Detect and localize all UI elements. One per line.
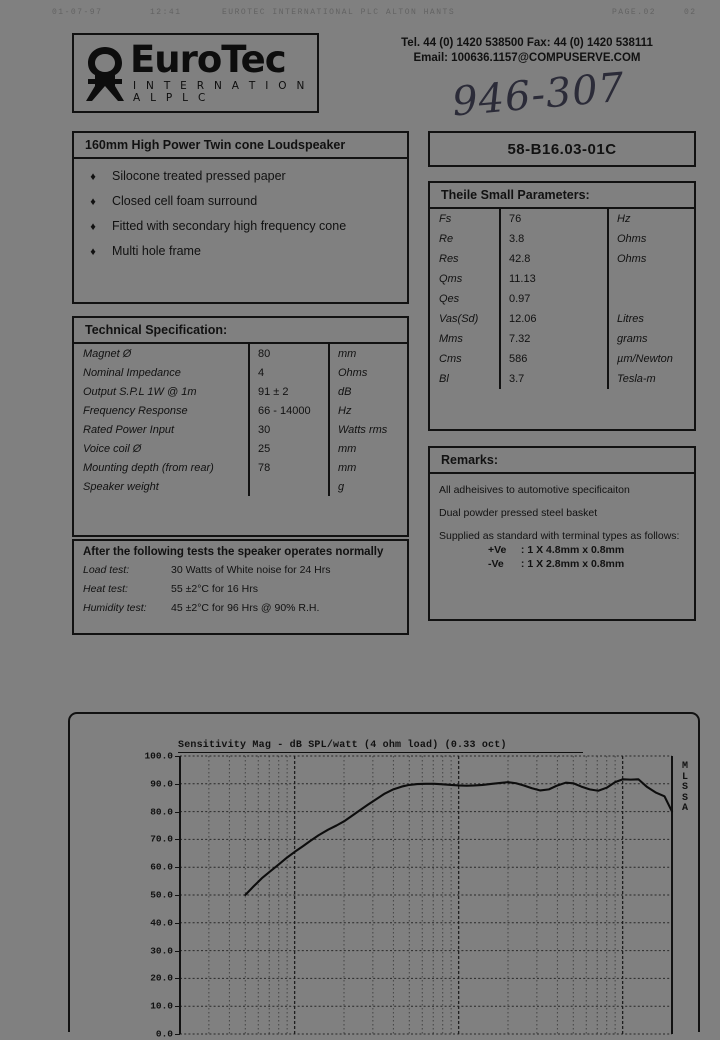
chart-y-tick-mark <box>175 784 180 785</box>
terminal-dimensions: 1 X 2.8mm x 0.8mm <box>527 558 625 570</box>
remark-paragraph: All adheisives to automotive specificaiton <box>439 484 630 496</box>
thiele-symbol-cell: Vas(Sd) <box>439 313 479 325</box>
spec-unit-cell: Hz <box>329 401 407 420</box>
frequency-response-chart-panel <box>68 712 700 1040</box>
chart-y-tick-mark <box>175 867 180 868</box>
chart-y-tick-label: 10.0 <box>150 1000 173 1012</box>
thiele-unit-cell: Ohms <box>608 229 694 249</box>
chart-y-tick-mark <box>175 1006 180 1007</box>
thiele-symbol-cell: Res <box>439 253 459 265</box>
fax-header-page-label: PAGE.02 <box>612 8 657 17</box>
chart-y-tick-mark <box>175 756 180 757</box>
chart-y-tick-mark <box>175 812 180 813</box>
test-row <box>74 564 407 583</box>
thiele-symbol-cell: Re <box>439 233 454 245</box>
features-panel <box>72 131 409 304</box>
chart-title: Sensitivity Mag - dB SPL/watt (4 ohm load) (0.33 oct) <box>178 740 507 751</box>
logo-subtitle: I N T E R N A T I O N A L P L C <box>133 80 308 105</box>
fax-header-strip <box>0 4 720 20</box>
thiele-unit-cell: Ohms <box>608 249 694 269</box>
chart-y-tick-label: 50.0 <box>150 889 173 901</box>
chart-y-tick-mark <box>175 978 180 979</box>
thiele-symbol-cell: Qes <box>439 293 460 305</box>
spec-value-cell <box>249 477 329 496</box>
thiele-unit-cell: Hz <box>608 209 694 229</box>
table-row <box>430 269 694 289</box>
thiele-unit-cell: Tesla-m <box>608 369 694 389</box>
thiele-value-cell: 76 <box>500 209 608 229</box>
thiele-value-cell: 42.8 <box>500 249 608 269</box>
chart-plot-area <box>144 750 672 1040</box>
table-row <box>74 344 407 363</box>
chart-side-label <box>682 762 688 815</box>
remark-paragraph: Dual powder pressed steel basket <box>439 507 598 519</box>
eurotec-figure-logo-icon <box>82 44 128 102</box>
chart-y-tick-label: 20.0 <box>150 972 173 984</box>
diamond-bullet-icon: ♦ <box>90 171 96 183</box>
spec-label-cell: Nominal Impedance <box>83 366 181 379</box>
thiele-symbol-cell: Mms <box>439 333 463 345</box>
chart-plot-svg <box>180 756 672 1034</box>
table-row <box>430 289 694 309</box>
contact-phone-fax: Tel. 44 (0) 1420 538500 Fax: 44 (0) 1420 538111 <box>401 37 653 49</box>
feature-item-label: Silocone treated pressed paper <box>112 169 286 183</box>
spec-value-cell: 91 ± 2 <box>249 382 329 401</box>
part-number-panel <box>428 131 696 167</box>
chart-title-underline <box>178 752 583 753</box>
spec-label-cell: Output S.P.L 1W @ 1m <box>83 385 197 398</box>
fax-header-date: 01-07-97 <box>52 8 103 17</box>
table-row <box>430 349 694 369</box>
spec-label-cell: Rated Power Input <box>83 423 175 436</box>
technical-specification-title: Technical Specification: <box>74 318 407 344</box>
chart-y-tick-label: 40.0 <box>150 917 173 929</box>
features-list <box>74 159 407 258</box>
spec-value-cell: 66 - 14000 <box>249 401 329 420</box>
fax-header-sender: EUROTEC INTERNATIONAL PLC ALTON HANTS <box>222 8 456 17</box>
chart-y-tick-label: 60.0 <box>150 861 173 873</box>
terminal-polarity: +Ve <box>488 544 507 556</box>
thiele-small-parameters-panel <box>428 181 696 431</box>
spec-label-cell: Mounting depth (from rear) <box>83 461 214 474</box>
technical-specification-panel <box>72 316 409 537</box>
feature-item-label: Fitted with secondary high frequency cone <box>112 219 347 233</box>
features-title: 160mm High Power Twin cone Loudspeaker <box>74 133 407 159</box>
feature-item-label: Closed cell foam surround <box>112 194 258 208</box>
table-row <box>74 363 407 382</box>
table-row <box>430 329 694 349</box>
remark-paragraph: Supplied as standard with terminal types as follows: <box>439 530 680 542</box>
spec-unit-cell: g <box>329 477 407 496</box>
table-row <box>430 249 694 269</box>
spec-value-cell: 80 <box>249 344 329 363</box>
terminal-dimensions: 1 X 4.8mm x 0.8mm <box>527 544 625 556</box>
thiele-unit-cell <box>608 269 694 289</box>
technical-specification-table <box>74 344 407 496</box>
spec-unit-cell: dB <box>329 382 407 401</box>
test-value: 55 ±2°C for 16 Hrs <box>171 583 258 595</box>
company-logo <box>72 33 319 113</box>
diamond-bullet-icon: ♦ <box>90 246 96 258</box>
feature-item <box>74 244 407 258</box>
diamond-bullet-icon: ♦ <box>90 196 96 208</box>
test-value: 45 ±2°C for 96 Hrs @ 90% R.H. <box>171 602 320 614</box>
contact-block <box>352 36 702 66</box>
spec-value-cell: 78 <box>249 458 329 477</box>
tests-list <box>74 564 407 621</box>
thiele-symbol-cell: Fs <box>439 213 452 225</box>
tests-panel <box>72 539 409 635</box>
part-number-value: 58-B16.03-01C <box>507 140 617 158</box>
thiele-value-cell: 7.32 <box>500 329 608 349</box>
fax-header-time: 12:41 <box>150 8 182 17</box>
thiele-value-cell: 12.06 <box>500 309 608 329</box>
test-value: 30 Watts of White noise for 24 Hrs <box>171 564 331 576</box>
table-row <box>74 420 407 439</box>
table-row <box>74 439 407 458</box>
terminal-spec-row <box>430 543 694 557</box>
remarks-panel <box>428 446 696 621</box>
chart-y-tick-label: 100.0 <box>144 750 173 762</box>
chart-side-label-char: A <box>682 803 689 814</box>
spec-label-cell: Magnet Ø <box>83 347 132 360</box>
spec-value-cell: 25 <box>249 439 329 458</box>
chart-side-label-char: S <box>682 782 689 793</box>
feature-item <box>74 194 407 208</box>
thiele-unit-cell: µm/Newton <box>608 349 694 369</box>
spec-value-cell: 30 <box>249 420 329 439</box>
chart-y-tick-label: 0.0 <box>155 1028 173 1040</box>
table-row <box>74 382 407 401</box>
test-row <box>74 602 407 621</box>
chart-y-tick-mark <box>175 1034 180 1035</box>
terminal-spec-row <box>430 557 694 571</box>
chart-minor-gridlines <box>180 756 672 1034</box>
thiele-symbol-cell: Cms <box>439 353 462 365</box>
table-row <box>430 309 694 329</box>
thiele-value-cell: 586 <box>500 349 608 369</box>
thiele-unit-cell <box>608 289 694 309</box>
table-row <box>74 401 407 420</box>
thiele-unit-cell: Litres <box>608 309 694 329</box>
spec-value-cell: 4 <box>249 363 329 382</box>
table-row <box>74 477 407 496</box>
diamond-bullet-icon: ♦ <box>90 221 96 233</box>
spec-unit-cell: Ohms <box>329 363 407 382</box>
fax-header-page-number: 02 <box>684 8 697 17</box>
spec-unit-cell: mm <box>329 439 407 458</box>
remarks-content <box>430 484 694 571</box>
thiele-value-cell: 0.97 <box>500 289 608 309</box>
table-row <box>430 209 694 229</box>
spec-label-cell: Frequency Response <box>83 404 188 417</box>
thiele-symbol-cell: Bl <box>439 373 449 385</box>
thiele-value-cell: 11.13 <box>500 269 608 289</box>
thiele-unit-cell: grams <box>608 329 694 349</box>
chart-y-tick-mark <box>175 839 180 840</box>
terminal-polarity: -Ve <box>488 558 504 570</box>
test-label: Humidity test: <box>83 602 147 614</box>
test-row <box>74 583 407 602</box>
thiele-value-cell: 3.8 <box>500 229 608 249</box>
table-row <box>74 458 407 477</box>
chart-y-tick-mark <box>175 951 180 952</box>
thiele-small-title: Theile Small Parameters: <box>430 183 694 209</box>
feature-item <box>74 169 407 183</box>
spec-unit-cell: Watts rms <box>329 420 407 439</box>
terminal-separator: : <box>518 558 528 570</box>
table-row <box>430 369 694 389</box>
chart-horizontal-gridlines <box>180 756 672 1034</box>
thiele-small-table <box>430 209 694 389</box>
chart-y-tick-label: 70.0 <box>150 833 173 845</box>
feature-item <box>74 219 407 233</box>
tests-title: After the following tests the speaker operates normally <box>83 546 384 558</box>
table-row <box>430 229 694 249</box>
thiele-value-cell: 3.7 <box>500 369 608 389</box>
test-label: Load test: <box>83 564 130 576</box>
remarks-title: Remarks: <box>430 448 694 474</box>
chart-y-tick-label: 80.0 <box>150 806 173 818</box>
spec-unit-cell: mm <box>329 344 407 363</box>
spec-unit-cell: mm <box>329 458 407 477</box>
spec-label-cell: Voice coil Ø <box>83 442 142 455</box>
chart-side-label-char: S <box>682 792 689 804</box>
feature-item-label: Multi hole frame <box>112 244 201 258</box>
thiele-symbol-cell: Qms <box>439 273 463 285</box>
chart-y-tick-label: 30.0 <box>150 945 173 957</box>
logo-wordmark: EuroTec <box>130 37 286 81</box>
terminal-separator: : <box>518 544 528 556</box>
chart-y-tick-mark <box>175 895 180 896</box>
spec-label-cell: Speaker weight <box>83 480 159 493</box>
chart-y-tick-label: 90.0 <box>150 778 173 790</box>
contact-email: Email: 100636.1157@COMPUSERVE.COM <box>413 52 641 64</box>
chart-side-label-char: M <box>682 761 689 772</box>
chart-y-tick-mark <box>175 923 180 924</box>
test-label: Heat test: <box>83 583 128 595</box>
handwritten-reference-note: 946-307 <box>450 64 627 126</box>
chart-side-label-char: L <box>682 771 689 783</box>
